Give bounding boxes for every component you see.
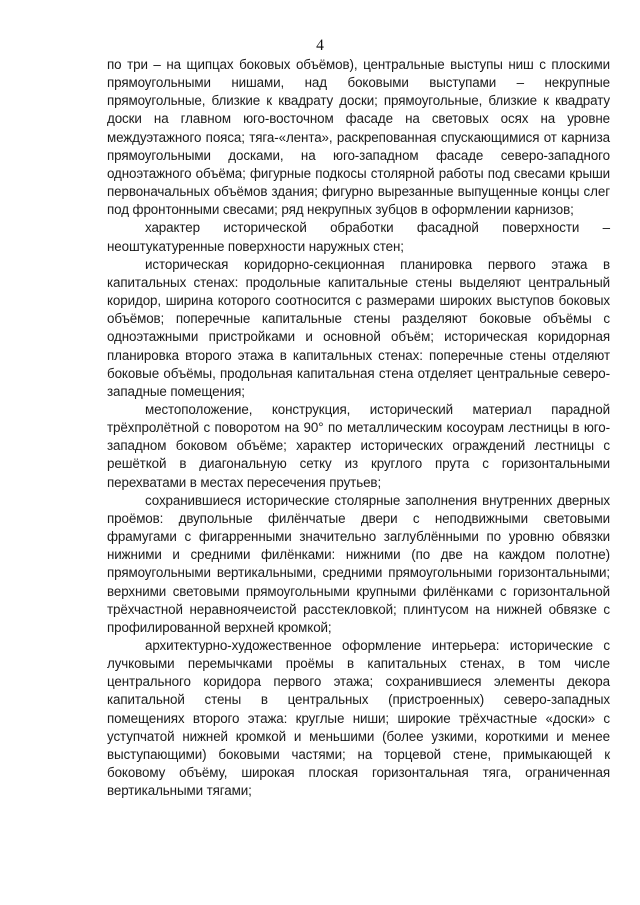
paragraph-floor-plan: историческая коридорно-секционная планировка первого этажа в капитальных стенах: продольные капитальные стены выделяют центральный коридор, ширина которого соотносится с размерами широких выступов боковых объёмов; поперечные капитальные стены разделяют боковые объёмы с одноэтажными пристройками и основной объём; историческая коридорная планировка второго этажа в капитальных стенах: поперечные стены отделяют боковые объёмы, продольная капитальная стена отделяет центральные северо-западные помещения; bbox=[107, 256, 610, 399]
paragraph-interior-decor: архитектурно-художественное оформление интерьера: исторические с лучковыми перемычками проёмы в капитальных стенах, в том числе центрального коридора первого этажа; сохранившиеся элементы декора капитальной стены в центральных (пристроенных) северо-западных помещениях второго этажа: круглые ниши; широкие трёхчастные «доски» с уступчатой нижней кромкой и меньшими (более узкими, короткими и менее выступающими) боковыми частями; на торцевой стене, примыкающей к боковому объёму, широкая плоская горизонтальная тяга, ограниченная вертикальными тягами; bbox=[107, 638, 610, 799]
paragraph-facade-decor-continued: по три – на щипцах боковых объёмов), центральные выступы ниш с плоскими прямоугольными нишами, над боковыми выступами – некрупные прямоугольные, близкие к квадрату доски; прямоугольные, близкие к квадрату доски на главном юго-восточном фасаде на световых осях на уровне междуэтажного пояса; тяга-«лента», раскрепованная спускающимися от карниза прямоугольными досками, на юго-западном фасаде северо-западного одноэтажного объёма; фигурные подкосы столярной работы под свесами крыши первоначальных объёмов здания; фигурно вырезанные выпущенные концы слег под фронтонными свесами; ряд некрупных зубцов в оформлении карнизов; bbox=[107, 57, 610, 218]
paragraph-facade-surface: характер исторической обработки фасадной поверхности – неоштукатуренные поверхности наружных стен; bbox=[107, 220, 610, 254]
page-number: 4 bbox=[316, 37, 324, 54]
document-body bbox=[107, 56, 610, 800]
paragraph-interior-doors: сохранившиеся исторические столярные заполнения внутренних дверных проёмов: двупольные филёнчатые двери с неподвижными световыми фрамугами с фигарренными значительно заглублёнными по уровню обвязки нижними и средними филёнками: нижними (по две на каждом полотне) прямоугольными вертикальными, средними прямоугольными горизонтальными; верхними световыми прямоугольными крупными филёнками с горизонтальной трёхчастной неравноячеистой расстекловкой; плинтусом на нижней обвязке с профилированной верхней кромкой; bbox=[107, 492, 610, 635]
paragraph-staircase: местоположение, конструкция, исторический материал парадной трёхпролётной с поворотом на 90° по металлическим косоурам лестницы в юго-западном боковом объёме; характер исторических ограждений лестницы с решёткой в диагональную сетку из круглого прута с горизонтальными перехватами в местах пересечения прутьев; bbox=[107, 401, 610, 490]
